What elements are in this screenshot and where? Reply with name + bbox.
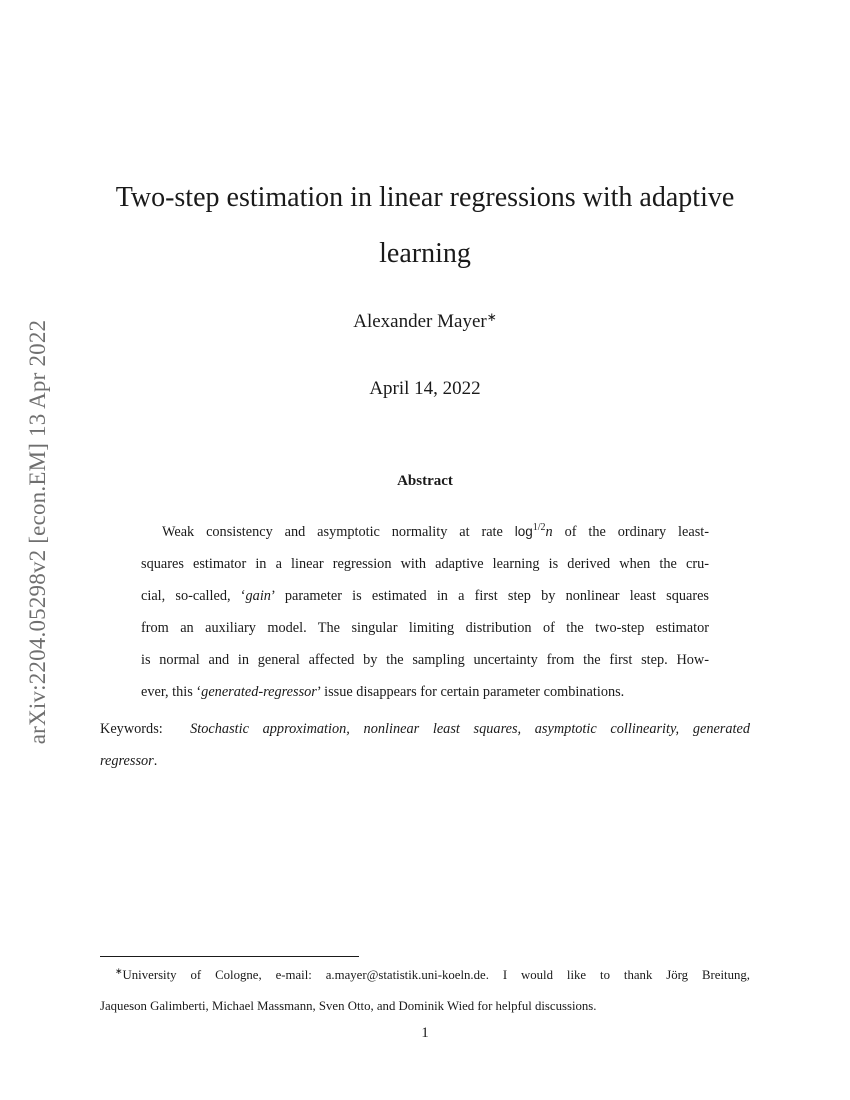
publication-date: April 14, 2022 [369, 378, 481, 399]
title-line-1: Two-step estimation in linear regressions with adaptive [115, 182, 735, 213]
abstract-line: squares estimator in a linear regression with adaptive learning is derived when the cru- [141, 556, 709, 572]
abstract-line: is normal and in general affected by the sampling uncertainty from the first step. How- [141, 652, 709, 668]
abstract-text: of the ordinary least- [552, 524, 709, 540]
rate-variable: n [545, 524, 553, 540]
rate-exponent: 1/2 [532, 522, 546, 533]
abstract-line [141, 512, 709, 548]
keywords-line [100, 713, 750, 745]
abstract-line [141, 676, 709, 708]
author-name: Alexander Mayer [353, 311, 487, 332]
footnote-line [100, 956, 750, 991]
keywords-period: . [153, 753, 158, 769]
footnote [100, 956, 750, 1022]
abstract-emphasis: generated-regressor [201, 684, 317, 700]
author [0, 310, 850, 333]
abstract-line: from an auxiliary model. The singular limiting distribution of the two-step estimator [141, 620, 709, 636]
footnote-text: University of Cologne, e-mail: a.mayer@statistik.uni-koeln.de. I would like to thank Jörg Breitung, [122, 968, 750, 982]
rate-log: log [514, 524, 533, 539]
keywords [100, 713, 750, 777]
arxiv-identifier-stamp: arXiv:2204.05298v2 [econ.EM] 13 Apr 2022 [25, 319, 50, 745]
abstract-text: Weak consistency and asymptotic normality at rate [162, 524, 515, 540]
keywords-list: regressor [100, 753, 154, 769]
footnote-line: Jaqueson Galimberti, Michael Massmann, Sven Otto, and Dominik Wied for helpful discussions. [100, 999, 597, 1013]
keywords-label: Keywords: [100, 721, 163, 737]
keywords-list: Stochastic approximation, nonlinear least squares, asymptotic collinearity, generated [190, 721, 750, 737]
abstract-text: cial, so-called, ‘ [141, 588, 246, 604]
abstract-body [141, 512, 709, 708]
keywords-line [100, 745, 750, 777]
page-number: 1 [421, 1025, 429, 1041]
author-footnote-mark: ∗ [486, 310, 497, 324]
footnote-mark: ∗ [115, 966, 123, 976]
abstract-line [141, 580, 709, 612]
abstract-emphasis: gain [245, 588, 271, 604]
abstract-heading: Abstract [397, 473, 453, 489]
title-line-2: learning [379, 238, 471, 269]
abstract-text: ’ parameter is estimated in a first step by nonlinear least squares [270, 588, 710, 604]
abstract-text: ever, this ‘ [141, 684, 202, 700]
paper-title [0, 170, 850, 282]
abstract-text: ’ issue disappears for certain parameter combinations. [316, 684, 625, 700]
